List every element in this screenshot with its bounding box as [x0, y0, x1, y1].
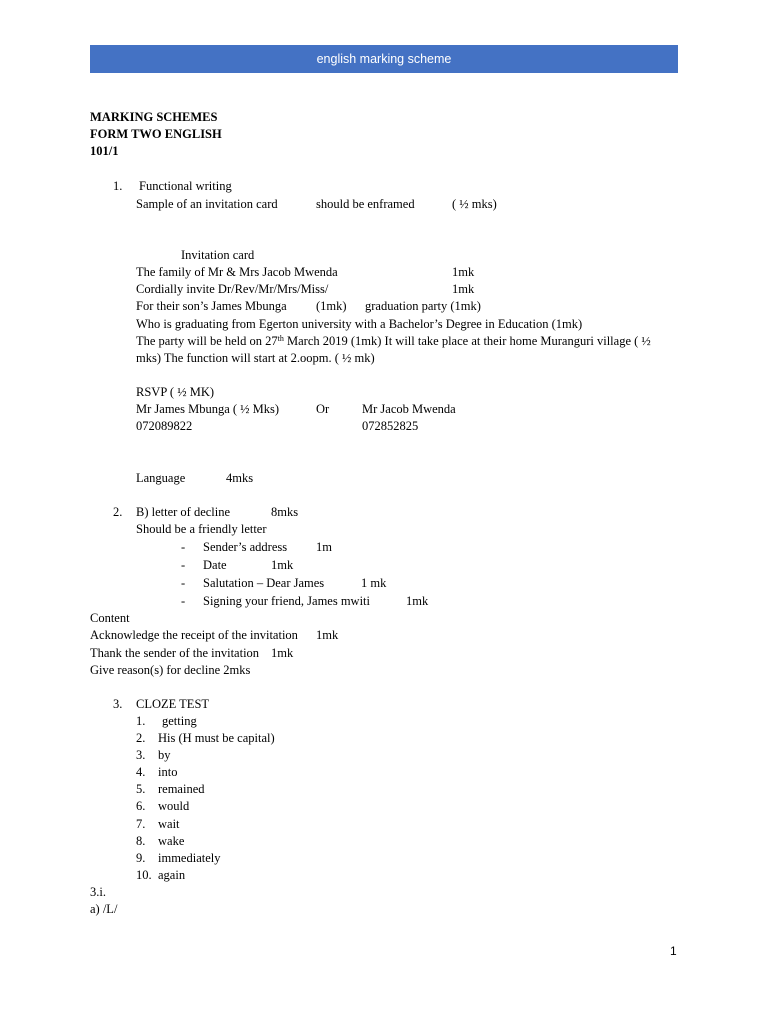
- bullet-dash: -: [181, 594, 186, 608]
- bullet-marks: 1mk: [406, 594, 429, 608]
- cloze-item-number: 1.: [136, 714, 146, 728]
- q1-language-marks: 4mks: [226, 471, 254, 485]
- q3-number: 3.: [113, 697, 123, 711]
- cloze-item-answer: getting: [162, 714, 197, 728]
- bullet-dash: -: [181, 576, 186, 590]
- cloze-item-answer: by: [158, 748, 171, 762]
- q2-acknowledge: Acknowledge the receipt of the invitation: [90, 628, 298, 642]
- q1-sample: Sample of an invitation card: [136, 197, 278, 211]
- cloze-item-number: 5.: [136, 782, 146, 796]
- q1-sample-marks: ( ½ mks): [452, 197, 497, 211]
- bullet-marks: 1mk: [271, 558, 294, 572]
- rsvp-contact1-name: Mr James Mbunga ( ½ Mks): [136, 402, 280, 416]
- cloze-item-answer: wake: [158, 834, 185, 848]
- cloze-item-number: 7.: [136, 817, 146, 831]
- heading-marking-schemes: MARKING SCHEMES: [90, 110, 218, 124]
- cloze-item-number: 2.: [136, 731, 146, 745]
- cloze-item-answer: immediately: [158, 851, 221, 865]
- q3-sub-a: a) /L/: [90, 902, 118, 916]
- cloze-item-number: 6.: [136, 799, 146, 813]
- q2-thank: Thank the sender of the invitation: [90, 646, 260, 660]
- rsvp-contact2-phone: 072852825: [362, 419, 419, 433]
- card-invite: Cordially invite Dr/Rev/Mr/Mrs/Miss/: [136, 282, 329, 296]
- cloze-item-number: 4.: [136, 765, 146, 779]
- q2-title-marks: 8mks: [271, 505, 299, 519]
- card-invite-marks: 1mk: [452, 282, 475, 296]
- card-son: For their son’s James Mbunga: [136, 299, 287, 313]
- q2-content: Content: [90, 611, 130, 625]
- heading-form: FORM TWO ENGLISH: [90, 127, 222, 141]
- bullet-dash: -: [181, 558, 186, 572]
- card-party-line1: The party will be held on 27th March 2019 (1mk) It will take place at their home Muranguri village ( ½: [136, 334, 651, 348]
- rsvp-contact2-name: Mr Jacob Mwenda: [362, 402, 456, 416]
- cloze-item-answer: would: [158, 799, 190, 813]
- q1-number: 1.: [113, 179, 123, 193]
- q1-language: Language: [136, 471, 186, 485]
- card-graduation-party: graduation party (1mk): [365, 299, 481, 313]
- bullet-text: Salutation – Dear James: [203, 576, 325, 590]
- cloze-item-answer: again: [158, 868, 186, 882]
- cloze-item-number: 8.: [136, 834, 146, 848]
- q1-title: Functional writing: [139, 179, 232, 193]
- cloze-item-answer: remained: [158, 782, 205, 796]
- q2-title: B) letter of decline: [136, 505, 231, 519]
- bullet-marks: 1 mk: [361, 576, 387, 590]
- bullet-text: Signing your friend, James mwiti: [203, 594, 370, 608]
- q2-friendly: Should be a friendly letter: [136, 522, 267, 536]
- q1-enframed: should be enframed: [316, 197, 415, 211]
- q3-title: CLOZE TEST: [136, 697, 210, 711]
- bullet-dash: -: [181, 540, 186, 554]
- card-rsvp: RSVP ( ½ MK): [136, 385, 215, 399]
- cloze-item-answer: wait: [158, 817, 180, 831]
- bullet-text: Date: [203, 558, 227, 572]
- heading-code: 101/1: [90, 144, 119, 158]
- q2-thank-marks: 1mk: [271, 646, 294, 660]
- card-party-line2: mks) The function will start at 2.oopm. ( ½ mk): [136, 351, 375, 365]
- q3-subsection: 3.i.: [90, 885, 106, 899]
- cloze-item-number: 3.: [136, 748, 146, 762]
- cloze-item-number: 9.: [136, 851, 146, 865]
- document-header: english marking scheme: [90, 45, 678, 73]
- q2-reasons: Give reason(s) for decline 2mks: [90, 663, 251, 677]
- cloze-item-answer: His (H must be capital): [158, 731, 275, 745]
- card-son-marks: (1mk): [316, 299, 347, 313]
- page-number: 1: [670, 944, 677, 958]
- cloze-item-number: 10.: [136, 868, 152, 882]
- card-title: Invitation card: [181, 248, 255, 262]
- card-family: The family of Mr & Mrs Jacob Mwenda: [136, 265, 338, 279]
- bullet-text: Sender’s address: [203, 540, 288, 554]
- bullet-marks: 1m: [316, 540, 332, 554]
- q2-acknowledge-marks: 1mk: [316, 628, 339, 642]
- q2-number: 2.: [113, 505, 123, 519]
- rsvp-or: Or: [316, 402, 330, 416]
- cloze-item-answer: into: [158, 765, 178, 779]
- rsvp-contact1-phone: 072089822: [136, 419, 193, 433]
- card-family-marks: 1mk: [452, 265, 475, 279]
- card-graduating: Who is graduating from Egerton university with a Bachelor’s Degree in Education (1mk): [136, 317, 583, 331]
